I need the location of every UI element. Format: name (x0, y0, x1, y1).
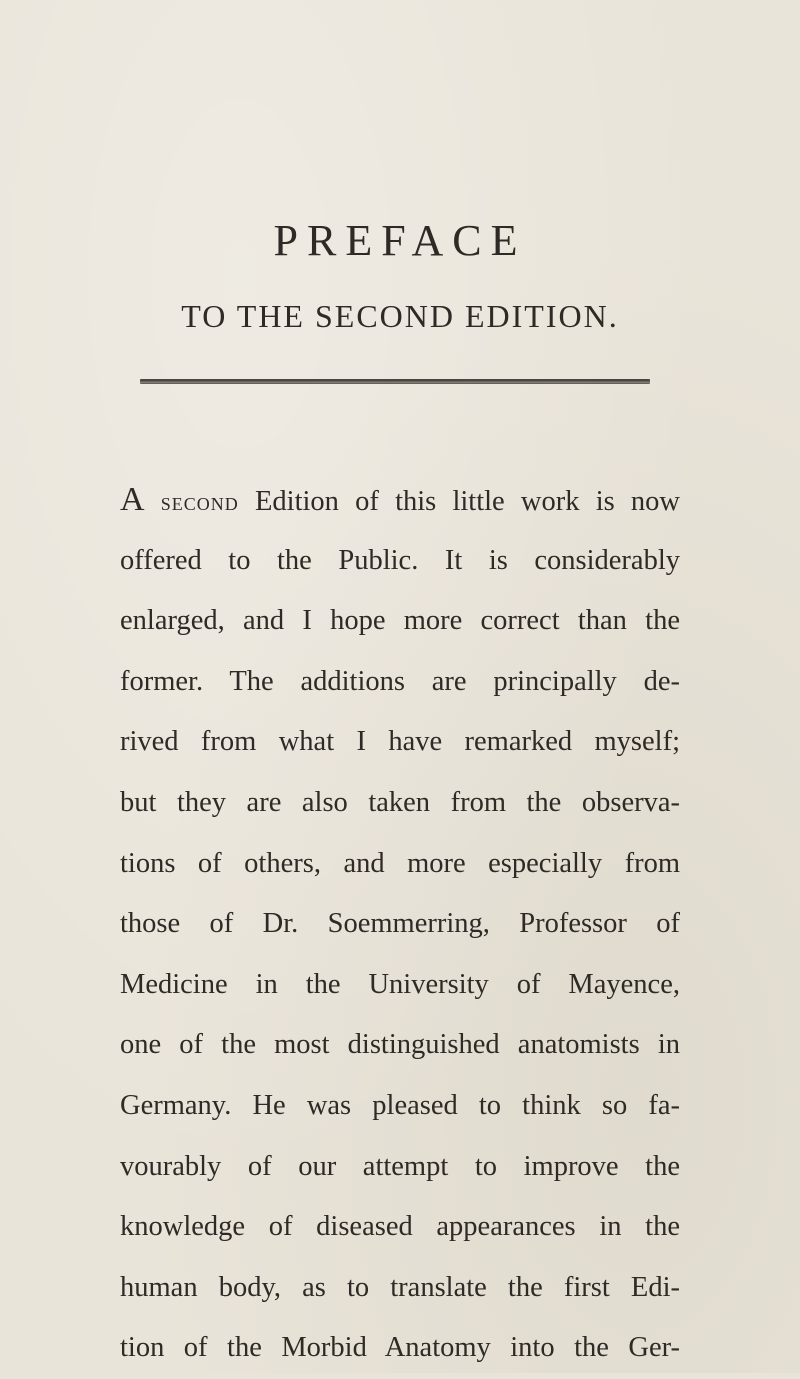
text-line-6: but they are also taken from the observa- (120, 786, 680, 818)
text-line-11: Germany. He was pleased to think so fa- (120, 1089, 680, 1121)
line-1-text: Edition of this little work is now (238, 486, 680, 517)
text-line-8: those of Dr. Soemmerring, Professor of (120, 908, 680, 940)
initial-word-rest: second (160, 487, 239, 516)
text-line-15: tion of the Morbid Anatomy into the Ger- (120, 1332, 680, 1364)
initial-letter: A (120, 481, 145, 518)
text-line-10: one of the most distinguished anatomists in (120, 1029, 680, 1061)
text-line-4: former. The additions are principally de- (120, 665, 680, 697)
text-line-9: Medicine in the University of Mayence, (120, 968, 680, 1000)
page-title: PREFACE (273, 216, 527, 265)
text-line-14: human body, as to translate the first Edi- (120, 1271, 680, 1303)
preface-body (120, 470, 680, 1379)
text-line-3: enlarged, and I hope more correct than the (120, 605, 680, 637)
text-line-2: offered to the Public. It is considerably (120, 544, 680, 576)
text-line-7: tions of others, and more especially from (120, 847, 680, 879)
text-line-13: knowledge of diseased appearances in the (120, 1211, 680, 1243)
text-line-5: rived from what I have remarked myself; (120, 726, 680, 758)
decorative-rule (140, 379, 650, 384)
text-line-1 (120, 470, 680, 531)
page-subtitle: TO THE SECOND EDITION. (181, 298, 619, 334)
text-line-12: vourably of our attempt to improve the (120, 1150, 680, 1182)
